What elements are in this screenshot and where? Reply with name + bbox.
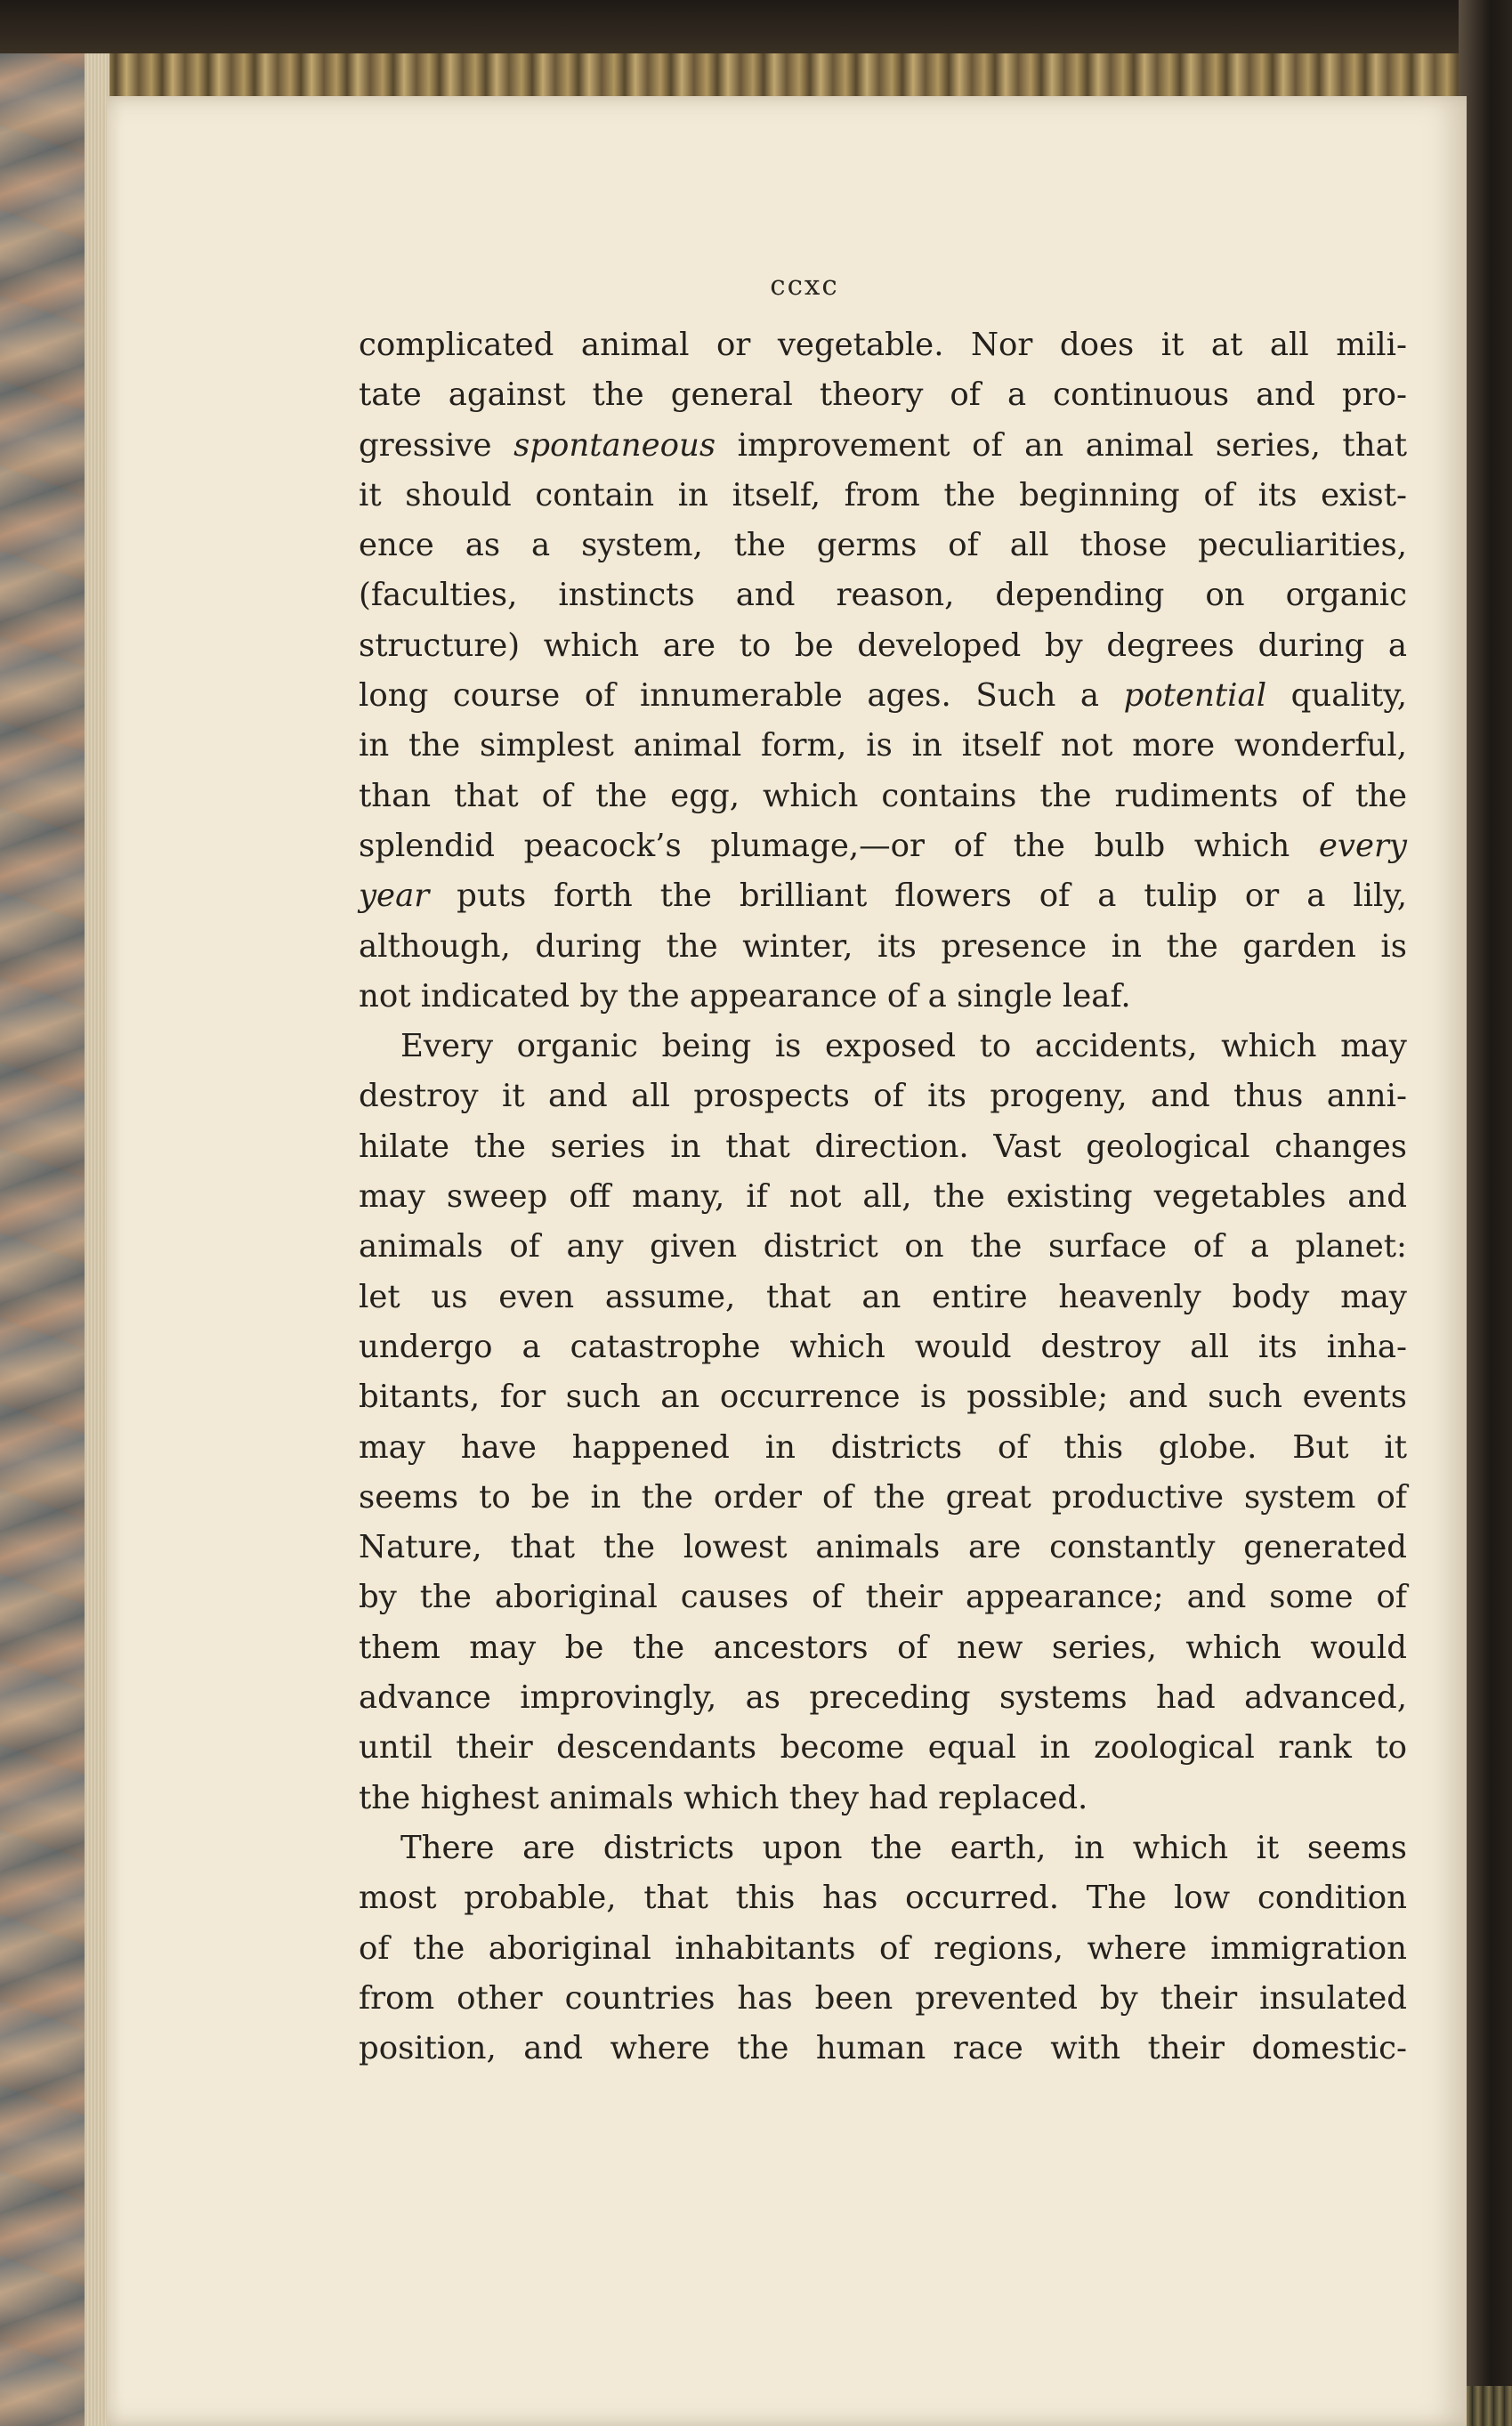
text-line (359, 1273, 1407, 1322)
text-segment: although, during the winter, its presence in the garden is (359, 927, 1407, 965)
text-line (359, 1523, 1407, 1573)
text-segment: quality, (1266, 677, 1407, 715)
text-segment: by the aboriginal causes of their appearance; and some of (359, 1579, 1407, 1616)
text-segment: seems to be in the order of the great productive system of (359, 1478, 1407, 1516)
marbled-page-edge (0, 53, 85, 2426)
text-segment: may sweep off many, if not all, the existing vegetables and (359, 1178, 1407, 1216)
text-line (359, 471, 1407, 521)
text-line (359, 1322, 1407, 1372)
text-segment: position, and where the human race with their domestic- (359, 2030, 1407, 2067)
text-line (359, 1473, 1407, 1523)
text-segment: Every organic being is exposed to accidents, which may (400, 1028, 1407, 1065)
text-line (359, 1673, 1407, 1723)
text-segment: advance improvingly, as preceding systems had advanced, (359, 1679, 1407, 1717)
text-segment: (faculties, instincts and reason, depending on organic (359, 577, 1407, 614)
book-binding-top (0, 0, 1512, 107)
text-line (359, 370, 1407, 420)
text-segment: than that of the egg, which contains the rudiments of the (359, 777, 1407, 814)
text-segment: Nature, that the lowest animals are constantly generated (359, 1529, 1407, 1566)
text-segment: structure) which are to be developed by degrees during a (359, 627, 1407, 664)
text-line (359, 1873, 1407, 1923)
text-line (359, 421, 1407, 471)
text-segment: may have happened in districts of this globe. But it (359, 1428, 1407, 1466)
text-line (359, 2024, 1407, 2074)
page-stack-edge (85, 53, 109, 2426)
text-segment: improvement of an animal series, that (716, 426, 1407, 464)
text-line (359, 1423, 1407, 1473)
text-segment: hilate the series in that direction. Vast geological changes (359, 1128, 1407, 1165)
text-segment: bitants, for such an occurrence is possible; and such events (359, 1379, 1407, 1416)
text-line (359, 772, 1407, 821)
text-line (359, 1222, 1407, 1272)
text-segment: long course of innumerable ages. Such a (359, 677, 1124, 715)
text-segment: undergo a catastrophe which would destroy all its inha- (359, 1328, 1407, 1365)
page-number: ccxc (770, 270, 839, 302)
text-line (359, 1623, 1407, 1673)
italic-text: every (1318, 827, 1407, 864)
text-segment: them may be the ancestors of new series, which would (359, 1629, 1407, 1666)
body-text (359, 320, 1407, 2074)
italic-text: spontaneous (513, 426, 716, 464)
italic-text: year (359, 877, 430, 915)
text-segment: destroy it and all prospects of its progeny, and thus anni- (359, 1078, 1407, 1115)
text-segment: complicated animal or vegetable. Nor does it at all mili- (359, 327, 1407, 363)
text-segment: There are districts upon the earth, in which it seems (400, 1829, 1407, 1866)
text-line (359, 1924, 1407, 1974)
text-line (359, 922, 1407, 972)
text-line (359, 570, 1407, 620)
text-segment: ence as a system, the germs of all those peculiarities, (359, 527, 1407, 564)
text-segment: from other countries has been prevented by their insulated (359, 1979, 1407, 2017)
text-line (359, 1022, 1407, 1071)
text-line (359, 1573, 1407, 1622)
text-segment: animals of any given district on the surface of a planet: (359, 1228, 1407, 1266)
text-segment: in the simplest animal form, is in itself not more wonderful, (359, 727, 1407, 764)
italic-text: potential (1123, 677, 1267, 715)
book-page (107, 96, 1467, 2426)
text-segment: puts forth the brilliant flowers of a tulip or a lily, (429, 877, 1407, 915)
text-line (359, 821, 1407, 871)
text-line (359, 1372, 1407, 1422)
text-line (359, 521, 1407, 570)
text-segment: gressive (359, 426, 514, 464)
text-line (359, 871, 1407, 921)
text-line (359, 1723, 1407, 1773)
text-line (359, 320, 1407, 370)
text-line (359, 1774, 1407, 1824)
text-segment: it should contain in itself, from the beginning of its exist- (359, 476, 1407, 514)
text-line (359, 1974, 1407, 2024)
text-line (359, 1071, 1407, 1121)
text-line (359, 721, 1407, 771)
text-segment: tate against the general theory of a continuous and pro- (359, 376, 1407, 414)
text-line (359, 621, 1407, 671)
text-segment: not indicated by the appearance of a single leaf. (359, 977, 1131, 1015)
text-segment: let us even assume, that an entire heavenly body may (359, 1278, 1407, 1315)
text-line (359, 1172, 1407, 1222)
text-line (359, 1122, 1407, 1172)
text-segment: until their descendants become equal in zoological rank to (359, 1729, 1407, 1767)
text-line (359, 671, 1407, 721)
text-line (359, 1824, 1407, 1873)
text-segment: splendid peacock’s plumage,—or of the bulb which (359, 827, 1319, 864)
book-spine-edge (1459, 0, 1512, 2426)
text-line (359, 972, 1407, 1022)
text-segment: of the aboriginal inhabitants of regions, where immigration (359, 1929, 1407, 1967)
text-segment: the highest animals which they had replaced. (359, 1779, 1088, 1816)
text-segment: most probable, that this has occurred. The low condition (359, 1880, 1407, 1917)
